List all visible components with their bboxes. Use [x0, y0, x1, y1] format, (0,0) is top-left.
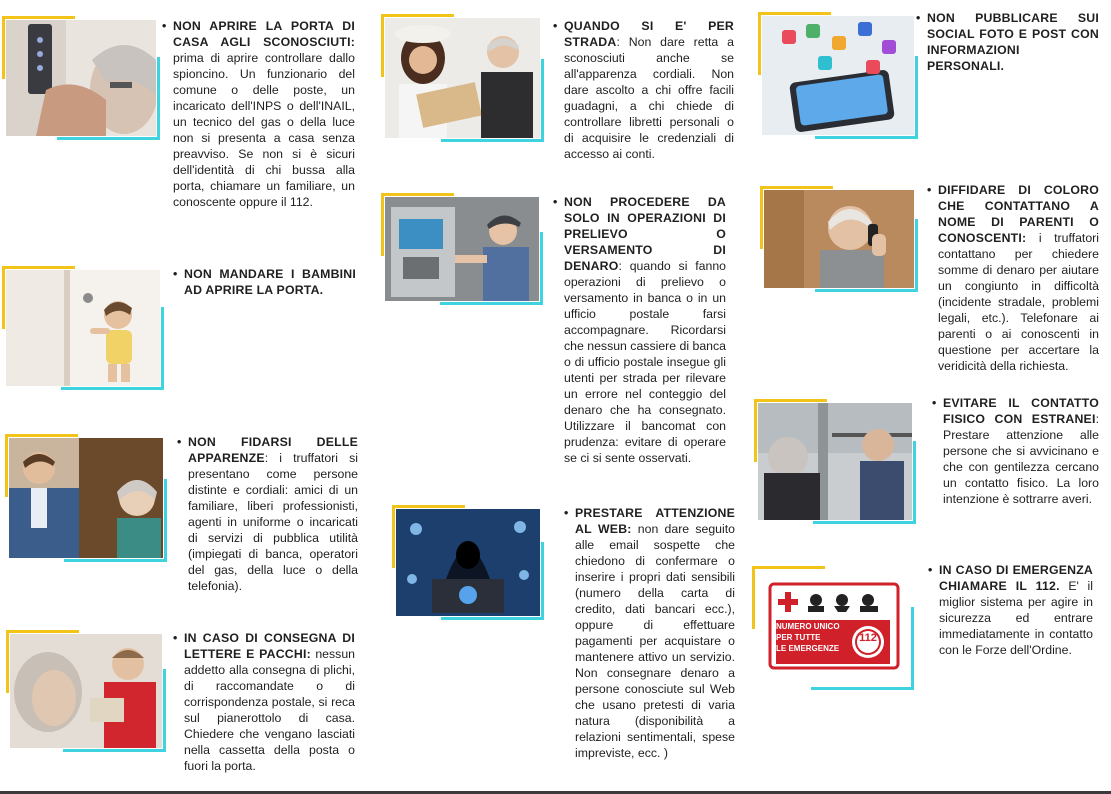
- tip-letters: [173, 630, 355, 774]
- bullet-icon: •: [932, 396, 937, 410]
- tip-body: non dare seguito alle email sospette che chiedono di confermare o inserire i propri dati sensibili (numero della carta di credito, dati bancari ecc.), oppure di effettuare pagamenti per acquistare o mantenere attivo un servizio. Non consegnare denaro a persone conosciute sul Web che usano pretesti di varia natura (disponibilità a relazioni sentimentali, spese impreviste, ecc. ): [575, 522, 735, 760]
- bullet-icon: •: [162, 19, 167, 33]
- photo-street-map: [381, 14, 544, 142]
- photo-delivery: [6, 630, 166, 752]
- bullet-icon: •: [553, 19, 558, 33]
- tip-title: IN CASO DI CONSEGNA DI LETTERE E PACCHI:: [184, 631, 355, 661]
- photo-social-phone: [758, 11, 921, 139]
- tip-body: prima di aprire controllare dallo spioncino. Un funzionario del comune o delle poste, un incaricato dell'INPS o dell'INAIL, un tecnico del gas o della luce non si presenta a casa senza preavviso. Se non si è sicuri dell'identità di chi bussa alla porta, chiamare un familiare, un conoscente oppure il 112.: [173, 51, 355, 209]
- sign-line-3: LE EMERGENZE: [776, 644, 840, 653]
- sign-line-1: NUMERO UNICO: [776, 622, 840, 631]
- tip-title: EVITARE IL CONTATTO FISICO CON ESTRANEI: [943, 396, 1099, 426]
- tip-body: i truffatori contattano per chiedere somme di denaro per aiutare un congiunto in difficoltà (incidente stradale, problemi legali, etc.). Telefonare ai parenti o ai conoscenti in questione per accertare la veridicità della richiesta.: [938, 231, 1099, 373]
- photo-child-door: [2, 266, 164, 390]
- bullet-icon: •: [553, 195, 558, 209]
- sign-number: 112: [859, 632, 877, 644]
- photo-stranger-appearance: [5, 434, 167, 562]
- tip-bank: [553, 194, 727, 466]
- photo-door-spyhole: [2, 16, 160, 140]
- tip-children: [173, 266, 356, 298]
- tip-title: PRESTARE ATTENZIONE AL WEB:: [575, 506, 735, 536]
- bullet-icon: •: [928, 563, 933, 577]
- tip-relatives: [927, 182, 1099, 374]
- bullet-icon: •: [564, 506, 569, 520]
- tip-contact: [932, 395, 1099, 507]
- tip-body: : i truffatori si presentano come persone distinte e cordiali: amici di un familiare, liberi professionisti, agenti in uniforme o incaricati di servizi di pubblica utilità (impiegati di banca, operatori del gas, della luce o della telefonia).: [188, 451, 358, 593]
- photo-atm: [381, 193, 543, 305]
- photo-phone-call: [760, 186, 918, 292]
- tip-body: : Non dare retta a sconosciuti anche se all'apparenza cordiali. Non dare ascolto a chi offre facili guadagni, a chi chiede di controllare libretti personali o di acquisire le credenziali di accesso ai conti.: [564, 35, 734, 161]
- tip-title: NON PUBBLICARE SUI SOCIAL FOTO E POST CON INFORMAZIONI PERSONALI.: [927, 11, 1099, 73]
- tip-body: nessun addetto alla consegna di plichi, di raccomandate o di corrispondenza postale, si reca sul pianerottolo di casa. Chiedere che vengano lasciati nella cassetta della posta o fuori la porta.: [184, 647, 355, 773]
- tip-title: NON APRIRE LA PORTA DI CASA AGLI SCONOSCIUTI:: [173, 19, 355, 49]
- sign-line-2: PER TUTTE: [776, 633, 821, 642]
- bullet-icon: •: [177, 435, 182, 449]
- photo-physical-contact: [754, 399, 916, 524]
- tip-appearance: [177, 434, 358, 594]
- emergency-sign: [752, 566, 914, 690]
- photo-hacker: [392, 505, 544, 620]
- tip-street: [553, 18, 734, 162]
- tip-body: E' il miglior sistema per agire in sicurezza ed entrare immediatamente in contatto con le Forze dell'Ordine.: [939, 579, 1093, 657]
- tip-title: IN CASO DI EMERGENZA CHIAMARE IL 112.: [939, 563, 1093, 593]
- bullet-icon: •: [927, 183, 932, 197]
- bullet-icon: •: [173, 631, 178, 645]
- tip-body: : quando si fanno operazioni di prelievo o versamento in banca o in un ufficio postale farsi accompagnare. Ricordarsi che nessun cassiere di banca o di ufficio postale insegue gli utenti per strada per rilevare un errore nel conteggio del denaro che ha consegnato. Utilizzare il bancomat con prudenza: evitare di operare se ci si sente osservati.: [564, 259, 727, 465]
- tip-title: NON MANDARE I BAMBINI AD APRIRE LA PORTA.: [184, 267, 356, 297]
- tip-title: NON PROCEDERE DA SOLO IN OPERAZIONI DI PRELIEVO O VERSAMENTO DI DENARO: [564, 195, 726, 273]
- tip-body: : Prestare attenzione alle persone che si avvicinano e che con gentilezza cercano un contatto fisico. La loro intenzione è sottrarre averi.: [943, 412, 1099, 506]
- tip-door: [162, 18, 355, 210]
- tip-title: DIFFIDARE DI COLORO CHE CONTATTANO A NOME DI PARENTI O CONOSCENTI:: [938, 183, 1099, 245]
- bullet-icon: •: [916, 11, 921, 25]
- bullet-icon: •: [173, 267, 178, 281]
- tip-title: NON FIDARSI DELLE APPARENZE: [188, 435, 358, 465]
- tip-title: QUANDO SI E' PER STRADA: [564, 19, 734, 49]
- tip-social: [916, 10, 1099, 74]
- tip-web: [564, 505, 735, 761]
- tip-emergency: [928, 562, 1093, 658]
